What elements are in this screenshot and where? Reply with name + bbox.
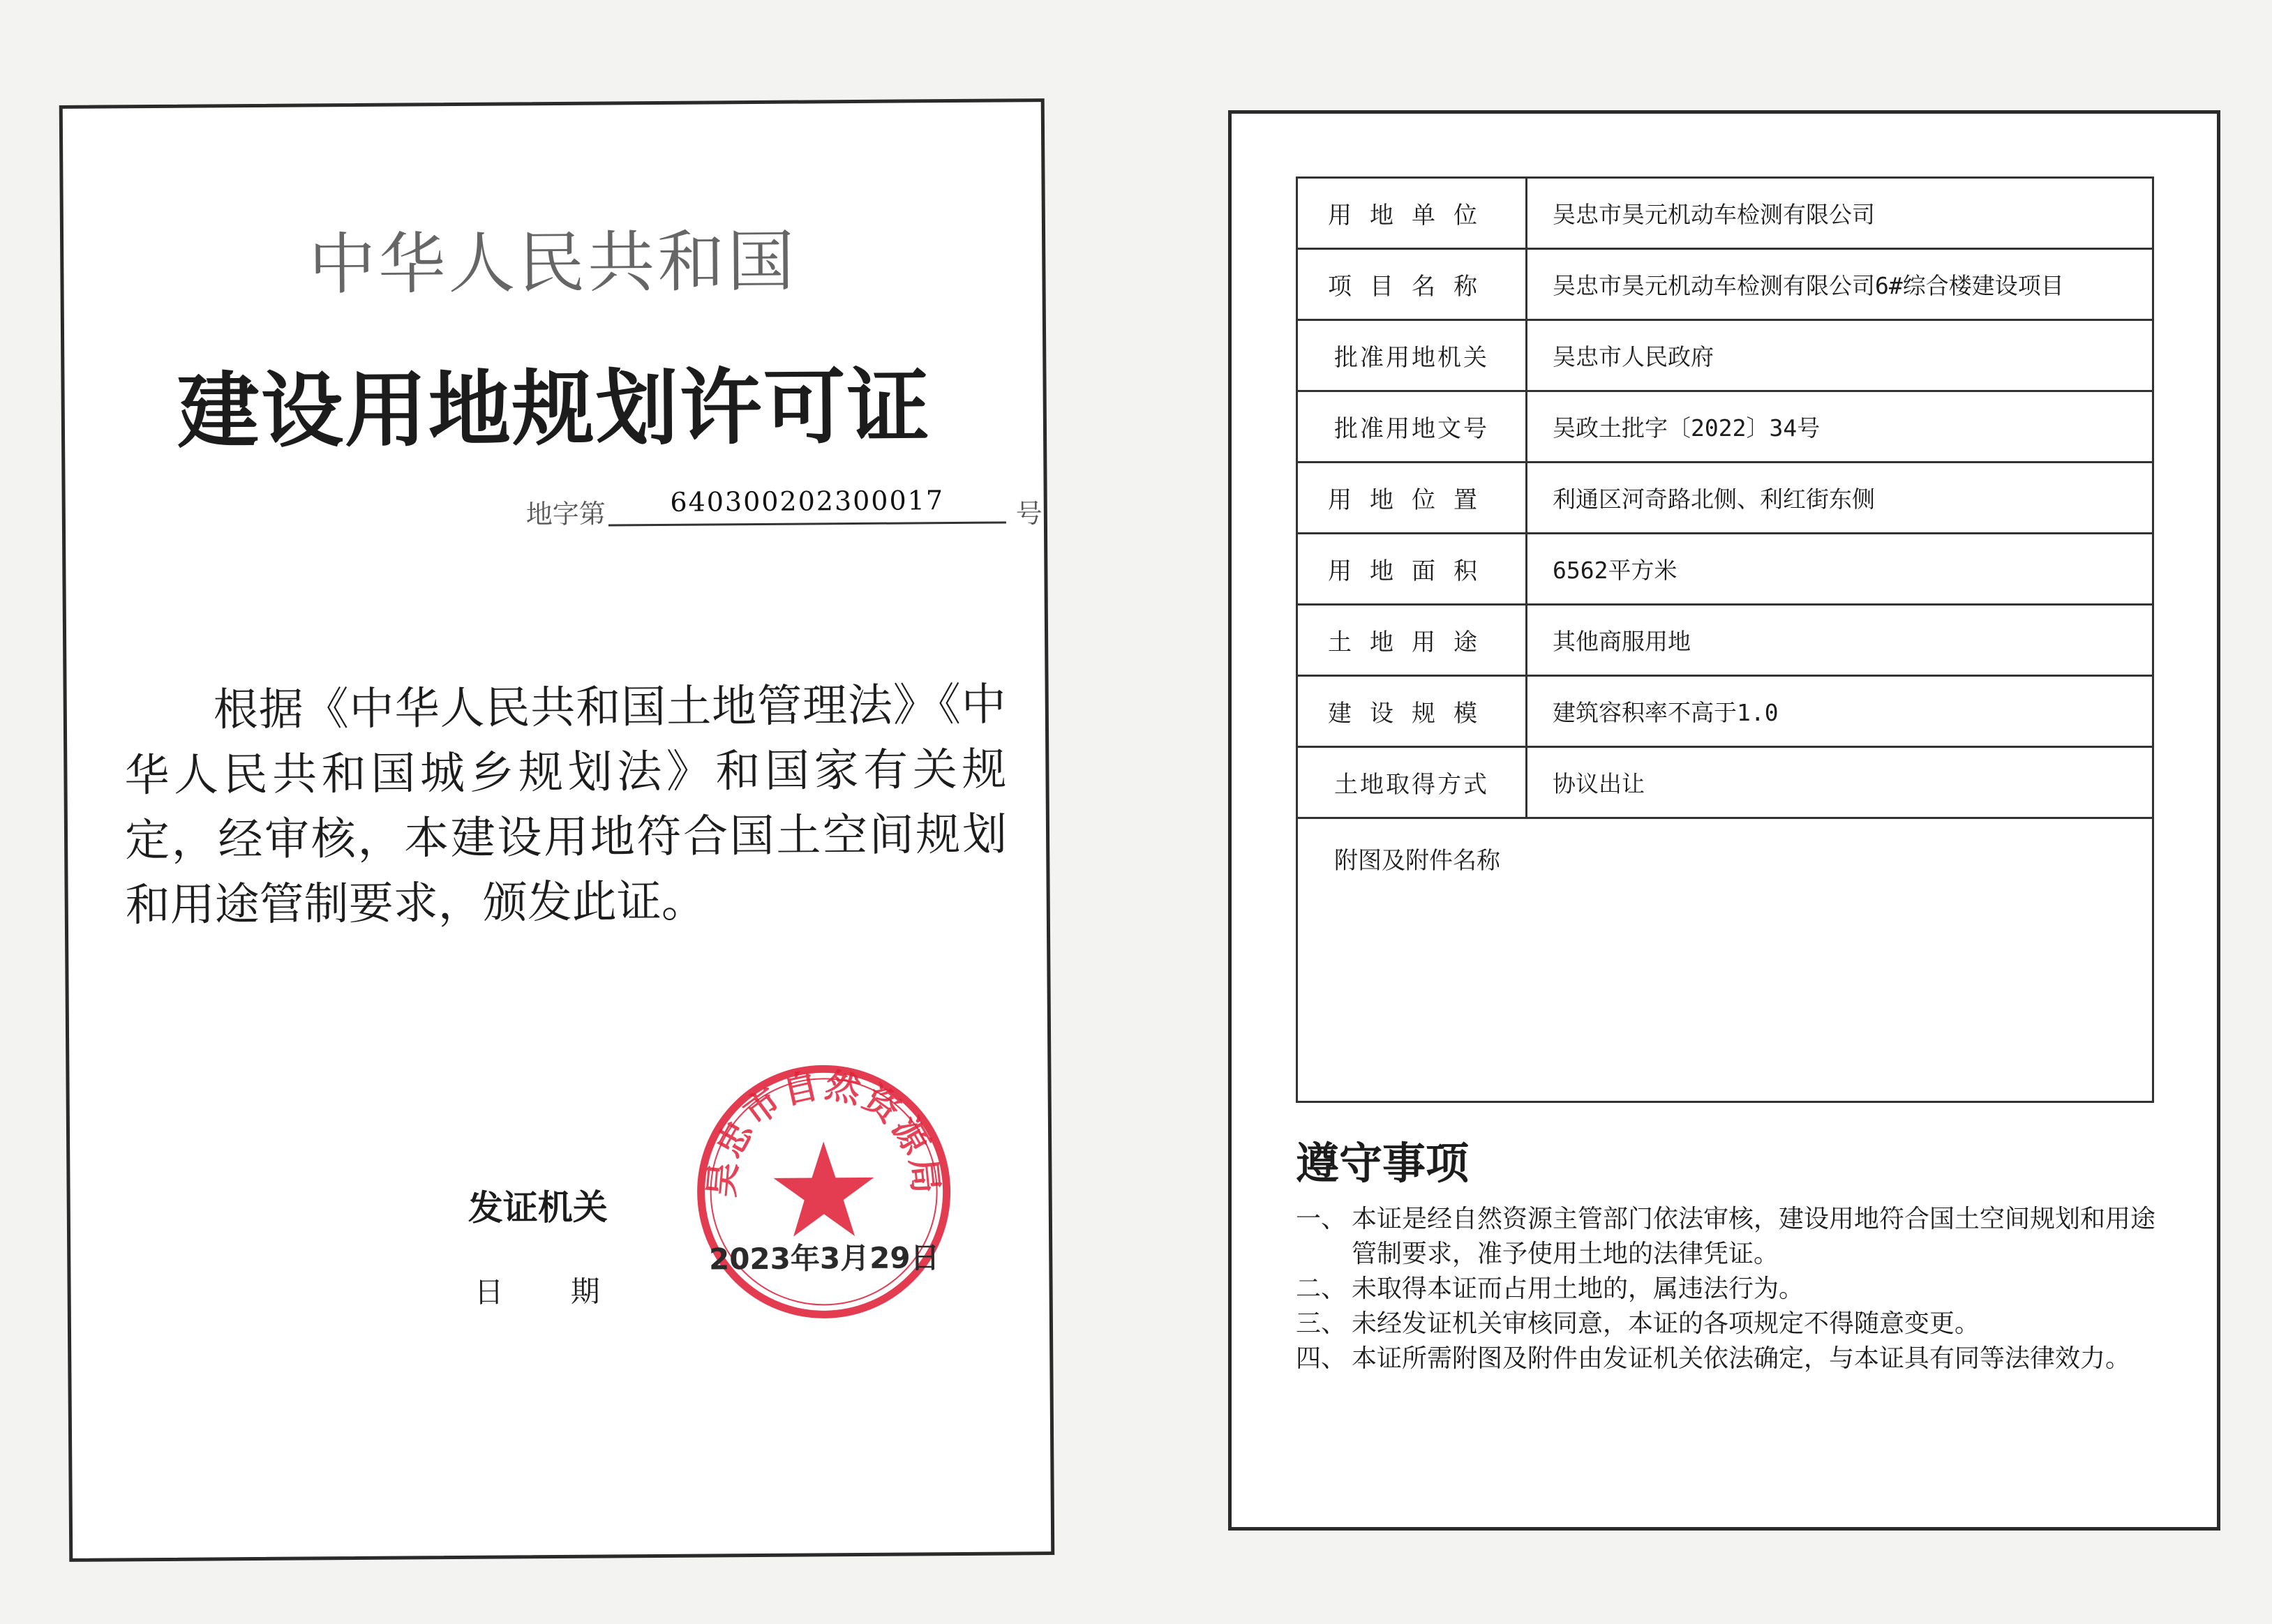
- table-row-value: 6562平方米: [1527, 534, 2153, 605]
- certificate-cover-page: [59, 98, 1055, 1562]
- certificate-body-text: 根据《中华人民共和国土地管理法》《中华人民共和国城乡规划法》和国家有关规定，经审核，本建设用地符合国土空间规划和用途管制要求，颁发此证。: [124, 679, 1008, 932]
- note-index: 二、: [1296, 1275, 1347, 1303]
- document-title: 建设用地规划许可证: [177, 358, 932, 460]
- certificate-number-suffix: 号: [1015, 498, 1043, 529]
- table-row-value: 吴政土批字〔2022〕34号: [1527, 391, 2153, 463]
- country-name: 中华人民共和国: [308, 222, 798, 304]
- notes-title: 遵守事项: [1296, 1138, 1470, 1189]
- certificate-details-page: [1228, 110, 2220, 1531]
- table-row-value: 协议出让: [1527, 747, 2153, 818]
- note-text: 本证所需附图及附件由发证机关依法确定，与本证具有同等法律效力。: [1352, 1344, 2131, 1373]
- table-row-label: 土地用途: [1297, 605, 1527, 676]
- table-row-value: 吴忠市人民政府: [1527, 320, 2153, 391]
- list-item: [1296, 1341, 2161, 1376]
- table-row: [1297, 391, 2153, 463]
- table-row-value: 吴忠市昊元机动车检测有限公司6#综合楼建设项目: [1527, 249, 2153, 320]
- certificate-number-underline: [608, 521, 1006, 526]
- table-row: [1297, 249, 2153, 320]
- attachments-row: [1297, 818, 2153, 1102]
- svg-text:2023年3月29日: 2023年3月29日: [708, 1240, 940, 1277]
- table-row-value: 利通区河奇路北侧、利红街东侧: [1527, 463, 2153, 534]
- certificate-number: [525, 465, 1042, 531]
- table-row: [1297, 605, 2153, 676]
- table-row-label: 批准用地文号: [1297, 391, 1527, 463]
- certificate-number-value: 640300202300017: [670, 485, 945, 518]
- notes-list: [1296, 1202, 2161, 1376]
- note-index: 四、: [1296, 1344, 1347, 1373]
- list-item: [1296, 1272, 2161, 1307]
- table-row-label: 用地位置: [1297, 463, 1527, 534]
- table-row: [1297, 534, 2153, 605]
- table-row: [1297, 676, 2153, 747]
- note-index: 三、: [1296, 1309, 1347, 1338]
- table-row-value: 吴忠市昊元机动车检测有限公司: [1527, 178, 2153, 249]
- note-text: 未取得本证而占用土地的，属违法行为。: [1352, 1275, 1804, 1303]
- table-row: [1297, 178, 2153, 249]
- table-row-label: 用地面积: [1297, 534, 1527, 605]
- date-label: 日期: [474, 1273, 667, 1309]
- table-row-label: 批准用地机关: [1297, 320, 1527, 391]
- list-item: [1296, 1202, 2161, 1272]
- table-row-value: 建筑容积率不高于1.0: [1527, 676, 2153, 747]
- official-seal-stamp: [690, 1058, 957, 1325]
- list-item: [1296, 1307, 2161, 1341]
- note-text: 未经发证机关审核同意，本证的各项规定不得随意变更。: [1352, 1309, 1980, 1338]
- table-row: [1297, 320, 2153, 391]
- note-text: 本证是经自然资源主管部门依法审核，建设用地符合国土空间规划和用途管制要求，准予使用土地的法律凭证。: [1352, 1205, 2156, 1268]
- table-row: [1297, 747, 2153, 818]
- svg-text:吴忠市自然资源局: 吴忠市自然资源局: [701, 1064, 947, 1199]
- land-info-table: [1296, 176, 2154, 1103]
- table-row-label: 项目名称: [1297, 249, 1527, 320]
- table-row-value: 其他商服用地: [1527, 605, 2153, 676]
- note-index: 一、: [1296, 1205, 1347, 1233]
- table-row-label: 土地取得方式: [1297, 747, 1527, 818]
- table-row-label: 用地单位: [1297, 178, 1527, 249]
- table-row-label: 建设规模: [1297, 676, 1527, 747]
- issuer-label: 发证机关: [468, 1187, 608, 1228]
- attachments-label: 附图及附件名称: [1297, 818, 2153, 1102]
- table-row: [1297, 463, 2153, 534]
- certificate-number-prefix: 地字第: [525, 498, 606, 530]
